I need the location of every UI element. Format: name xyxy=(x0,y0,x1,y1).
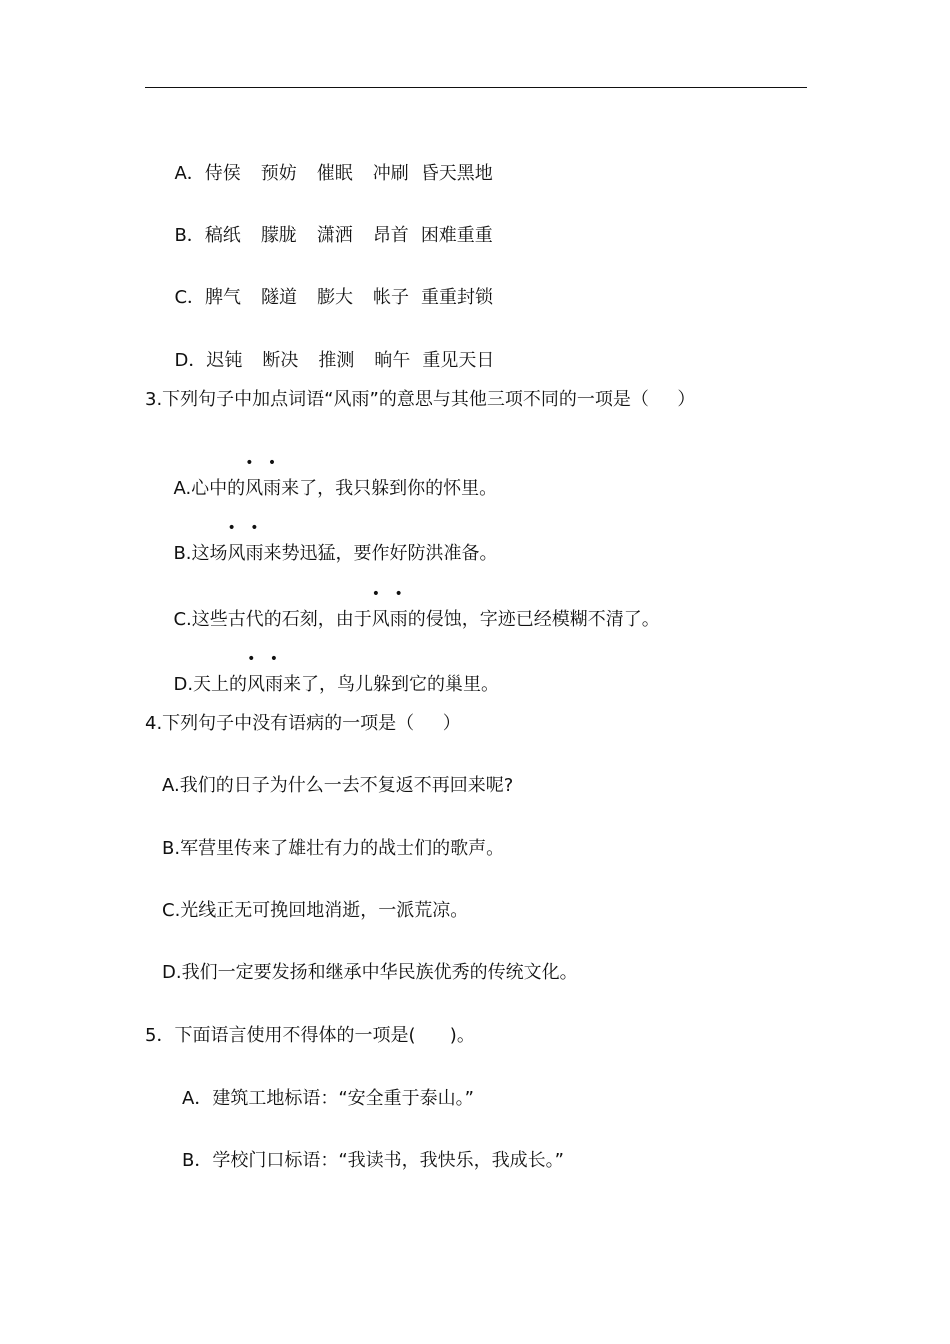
q4-option-c: C.光线正无可挽回地消逝，一派荒凉。 xyxy=(162,900,469,921)
option-text-after: 来势迅猛，要作好防洪准备。 xyxy=(263,543,498,564)
word: 预妨 xyxy=(260,163,297,184)
word: 昂首 xyxy=(372,225,409,246)
word: 晌午 xyxy=(374,350,411,371)
q2-option-a xyxy=(163,138,493,186)
word: 潇洒 xyxy=(316,225,353,246)
dotted-word-text: 风雨 xyxy=(247,674,284,695)
q2-option-c xyxy=(163,262,493,310)
q5-option-b: B．学校门口标语：“我读书，我快乐，我成长。” xyxy=(182,1150,564,1171)
word: 朦胧 xyxy=(260,225,297,246)
word: 重见天日 xyxy=(422,350,495,371)
q2-option-d xyxy=(163,325,494,373)
dotted-word xyxy=(247,651,284,697)
emphasis-dots: • • xyxy=(371,586,408,602)
option-label: B． xyxy=(174,225,205,246)
option-text-after: 来了，鸟儿躲到它的巢里。 xyxy=(283,674,500,695)
word: 推测 xyxy=(318,350,355,371)
q2-option-b xyxy=(163,200,493,248)
dotted-word xyxy=(371,586,408,632)
word: 膨大 xyxy=(317,287,354,308)
q3-option-d xyxy=(162,649,499,697)
dotted-word xyxy=(245,455,282,501)
word: 昏天黑地 xyxy=(420,163,493,184)
option-text-after: 的侵蚀，字迹已经模糊不清了。 xyxy=(407,609,660,630)
q3-stem: 3.下列句子中加点词语“风雨”的意思与其他三项不同的一项是（ ） xyxy=(145,389,696,410)
word: 断决 xyxy=(262,350,299,371)
word: 困难重重 xyxy=(420,225,493,246)
option-label: D． xyxy=(174,350,207,371)
word: 帐子 xyxy=(373,287,410,308)
q5-option-a: A．建筑工地标语：“安全重于泰山。” xyxy=(182,1088,474,1109)
option-text-before: D.天上的 xyxy=(173,674,248,695)
option-text-before: C.这些古代的石刻，由于 xyxy=(173,609,372,630)
emphasis-dots: • • xyxy=(245,455,282,471)
q3-option-a xyxy=(162,453,497,501)
q3-option-b xyxy=(162,518,498,566)
word: 冲刷 xyxy=(372,163,409,184)
word: 重重封锁 xyxy=(421,287,494,308)
option-text-after: 来了，我只躲到你的怀里。 xyxy=(281,478,498,499)
word: 隧道 xyxy=(261,287,298,308)
word: 稿纸 xyxy=(204,225,241,246)
word: 迟钝 xyxy=(206,350,243,371)
dotted-word-text: 风雨 xyxy=(245,478,282,499)
emphasis-dots: • • xyxy=(227,520,264,536)
emphasis-dots: • • xyxy=(247,651,284,667)
q3-option-c xyxy=(162,584,660,632)
q4-option-b: B.军营里传来了雄壮有力的战士们的歌声。 xyxy=(162,838,505,859)
q5-stem: 5．下面语言使用不得体的一项是( )。 xyxy=(145,1025,475,1046)
dotted-word-text: 风雨 xyxy=(227,543,264,564)
word: 侍侯 xyxy=(204,163,241,184)
q4-option-d: D.我们一定要发扬和继承中华民族优秀的传统文化。 xyxy=(162,962,578,983)
option-text-before: A.心中的 xyxy=(173,478,246,499)
option-text-before: B.这场 xyxy=(173,543,228,564)
q4-stem: 4.下列句子中没有语病的一项是（ ） xyxy=(145,713,461,734)
dotted-word xyxy=(227,520,264,566)
q4-option-a: A.我们的日子为什么一去不复返不再回来呢? xyxy=(162,775,514,796)
header-rule xyxy=(145,87,807,88)
option-label: A． xyxy=(174,163,205,184)
option-label: C． xyxy=(174,287,206,308)
dotted-word-text: 风雨 xyxy=(371,609,408,630)
word: 脾气 xyxy=(205,287,242,308)
word: 催眠 xyxy=(316,163,353,184)
